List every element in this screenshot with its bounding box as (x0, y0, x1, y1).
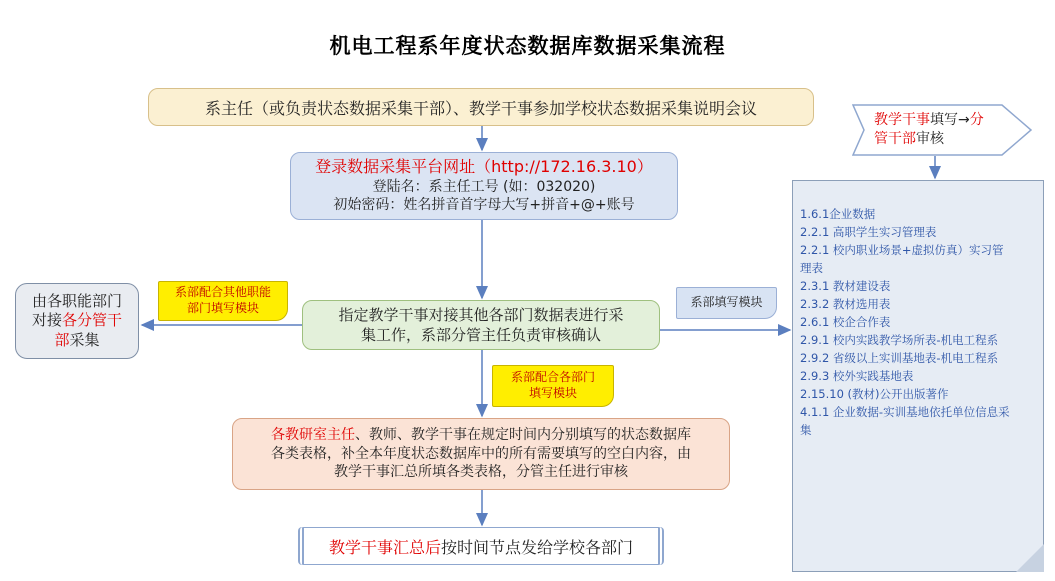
review-black2: 审核 (916, 131, 944, 147)
module-item: 2.2.1 高职学生实习管理表 (800, 225, 937, 239)
module-item: 2.9.1 校内实践教学场所表-机电工程系 (800, 333, 999, 347)
step1-text: 系主任（或负责状态数据采集干部）、教学干事参加学校状态数据采集说明会议 (204, 98, 757, 118)
flag-middle (492, 365, 614, 407)
step5-red: 教学干事汇总后 (328, 537, 441, 557)
step4-line1: 、教师、教学干事在规定时间内分别填写的状态数据库 (355, 426, 691, 443)
module-item: 1.6.1企业数据 (800, 207, 876, 221)
review-red2: 分 (969, 112, 984, 128)
page-fold-corner (1016, 544, 1044, 572)
review-red3: 管干部 (874, 131, 916, 147)
step4-line2: 各类表格，补全本年度状态数据库中的所有需要填写的空白内容，由 (271, 445, 691, 462)
module-item: 理表 (800, 261, 823, 275)
step3-line1: 指定教学干事对接其他各部门数据表进行采 (338, 305, 624, 324)
review-red1: 教学干事 (874, 112, 930, 128)
module-item: 2.9.2 省级以上实训基地表-机电工程系 (800, 351, 999, 365)
step4-red: 各教研室主任 (271, 426, 355, 443)
modules-list (800, 205, 1040, 439)
module-item: 2.3.2 教材选用表 (800, 297, 891, 311)
functional-dept-box (15, 283, 139, 359)
functional-dept-red: 各分管干部 (54, 311, 123, 349)
review-text (874, 111, 1014, 149)
step4-line3: 教学干事汇总所填各类表格，分管主任进行审核 (334, 464, 628, 481)
review-black1: 填写→ (930, 112, 970, 128)
step2-username-line: 登陆名：系主任工号 (如：032020) (372, 179, 596, 196)
step2-url-line: 登录数据采集平台网址（http://172.16.3.10） (315, 157, 653, 177)
flag-middle-line2: 填写模块 (528, 386, 577, 400)
step3-assign-box (302, 300, 660, 350)
step2-password-line: 初始密码：姓名拼音首字母大写+拼音+@+账号 (333, 197, 635, 214)
flag-left-line2: 部门填写模块 (186, 301, 259, 315)
step5-rest: 按时间节点发给学校各部门 (441, 537, 634, 557)
module-item: 2.3.1 教材建设表 (800, 279, 891, 293)
step2-login-box (290, 152, 678, 220)
step1-meeting-box (148, 88, 814, 126)
step4-fill-box (232, 418, 730, 490)
flag-left (158, 281, 288, 321)
flag-right (676, 287, 777, 319)
module-item: 2.2.1 校内职业场景+虚拟仿真）实习管 (800, 243, 1004, 257)
module-item: 2.15.10 (教材)公开出版著作 (800, 387, 949, 401)
functional-dept-text: 由各职能部门对接 (31, 291, 122, 330)
page-title: 机电工程系年度状态数据库数据采集流程 (329, 34, 726, 58)
module-item: 2.9.3 校外实践基地表 (800, 369, 914, 383)
module-item: 集 (800, 423, 812, 437)
flag-left-line1: 系部配合其他职能 (174, 285, 271, 300)
flag-right-text: 系部填写模块 (690, 295, 763, 310)
module-item: 4.1.1 企业数据-实训基地依托单位信息采 (800, 405, 1010, 419)
module-item: 2.6.1 校企合作表 (800, 315, 891, 329)
step3-line2: 集工作，系部分管主任负责审核确认 (360, 326, 601, 344)
functional-dept-tail: 采集 (69, 330, 100, 349)
flag-middle-line1: 系部配合各部门 (510, 370, 595, 385)
step5-submit-scroll (298, 527, 664, 565)
